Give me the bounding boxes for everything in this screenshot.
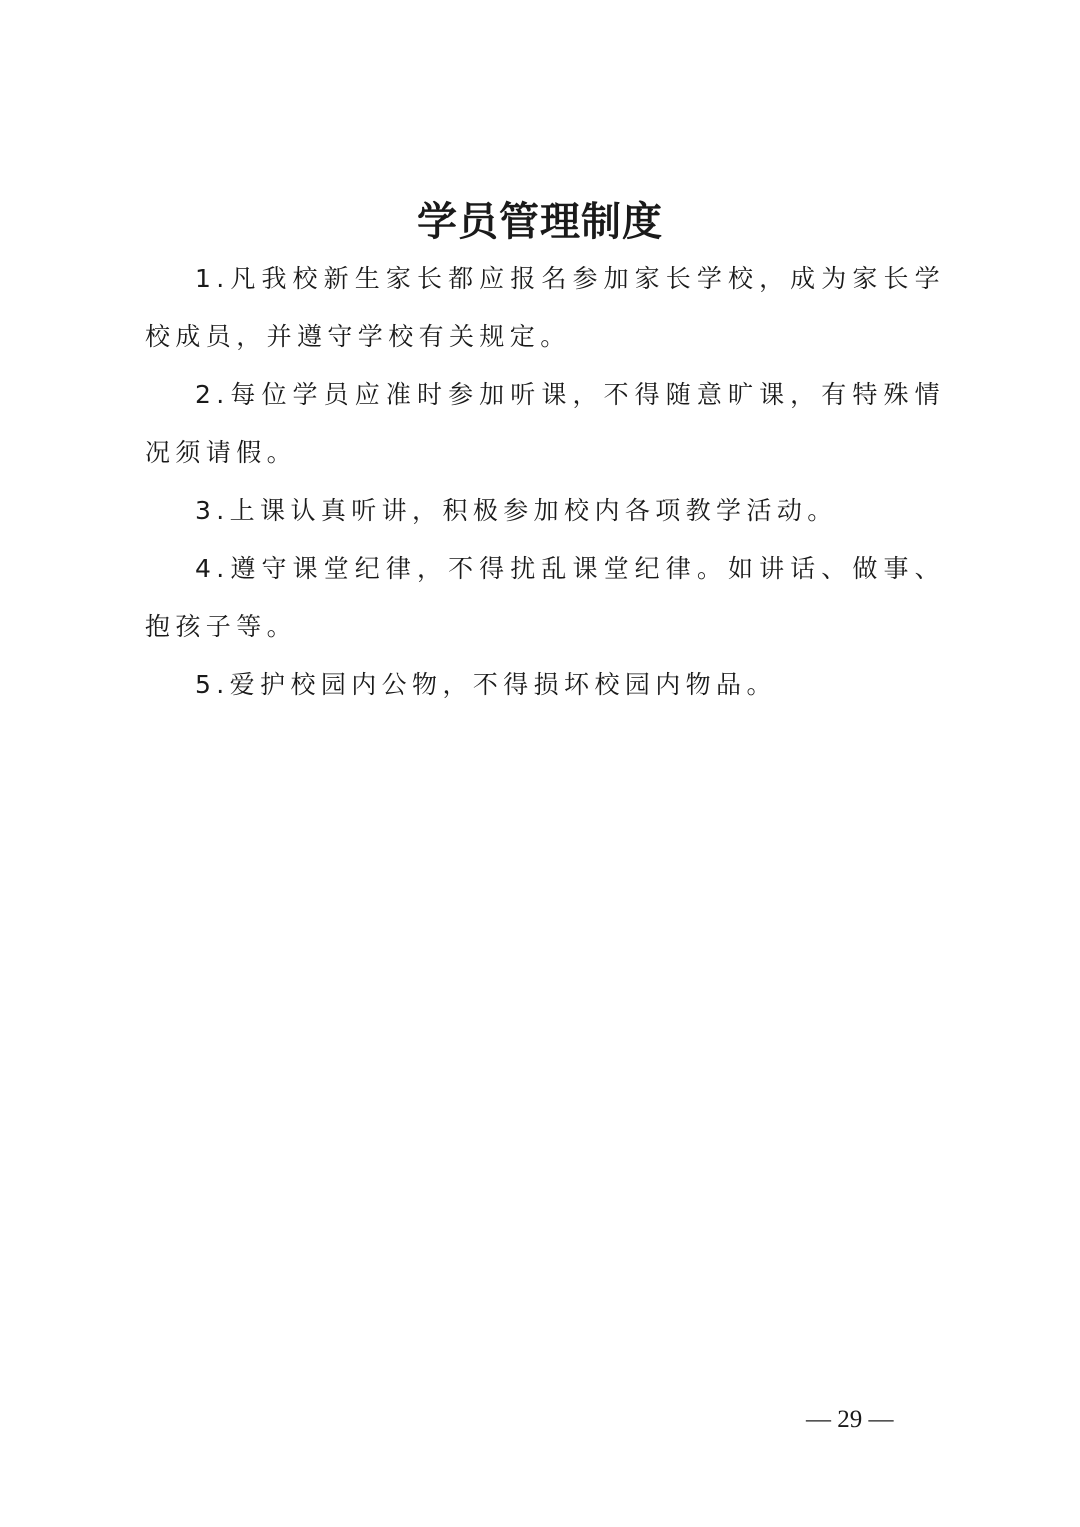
paragraph-2: 2.每位学员应准时参加听课，不得随意旷课，有特殊情况须请假。 (145, 380, 945, 467)
paragraph-4: 4.遵守课堂纪律，不得扰乱课堂纪律。如讲话、做事、抱孩子等。 (145, 554, 945, 641)
document-body (145, 250, 945, 714)
paragraph-5: 5.爱护校园内公物，不得损坏校园内物品。 (195, 670, 777, 699)
paragraph-1: 1.凡我校新生家长都应报名参加家长学校，成为家长学校成员，并遵守学校有关规定。 (145, 264, 945, 351)
page-number: — 29 — (806, 1406, 894, 1433)
page-title: 学员管理制度 (417, 198, 663, 245)
paragraph-3: 3.上课认真听讲，积极参加校内各项教学活动。 (195, 496, 838, 525)
